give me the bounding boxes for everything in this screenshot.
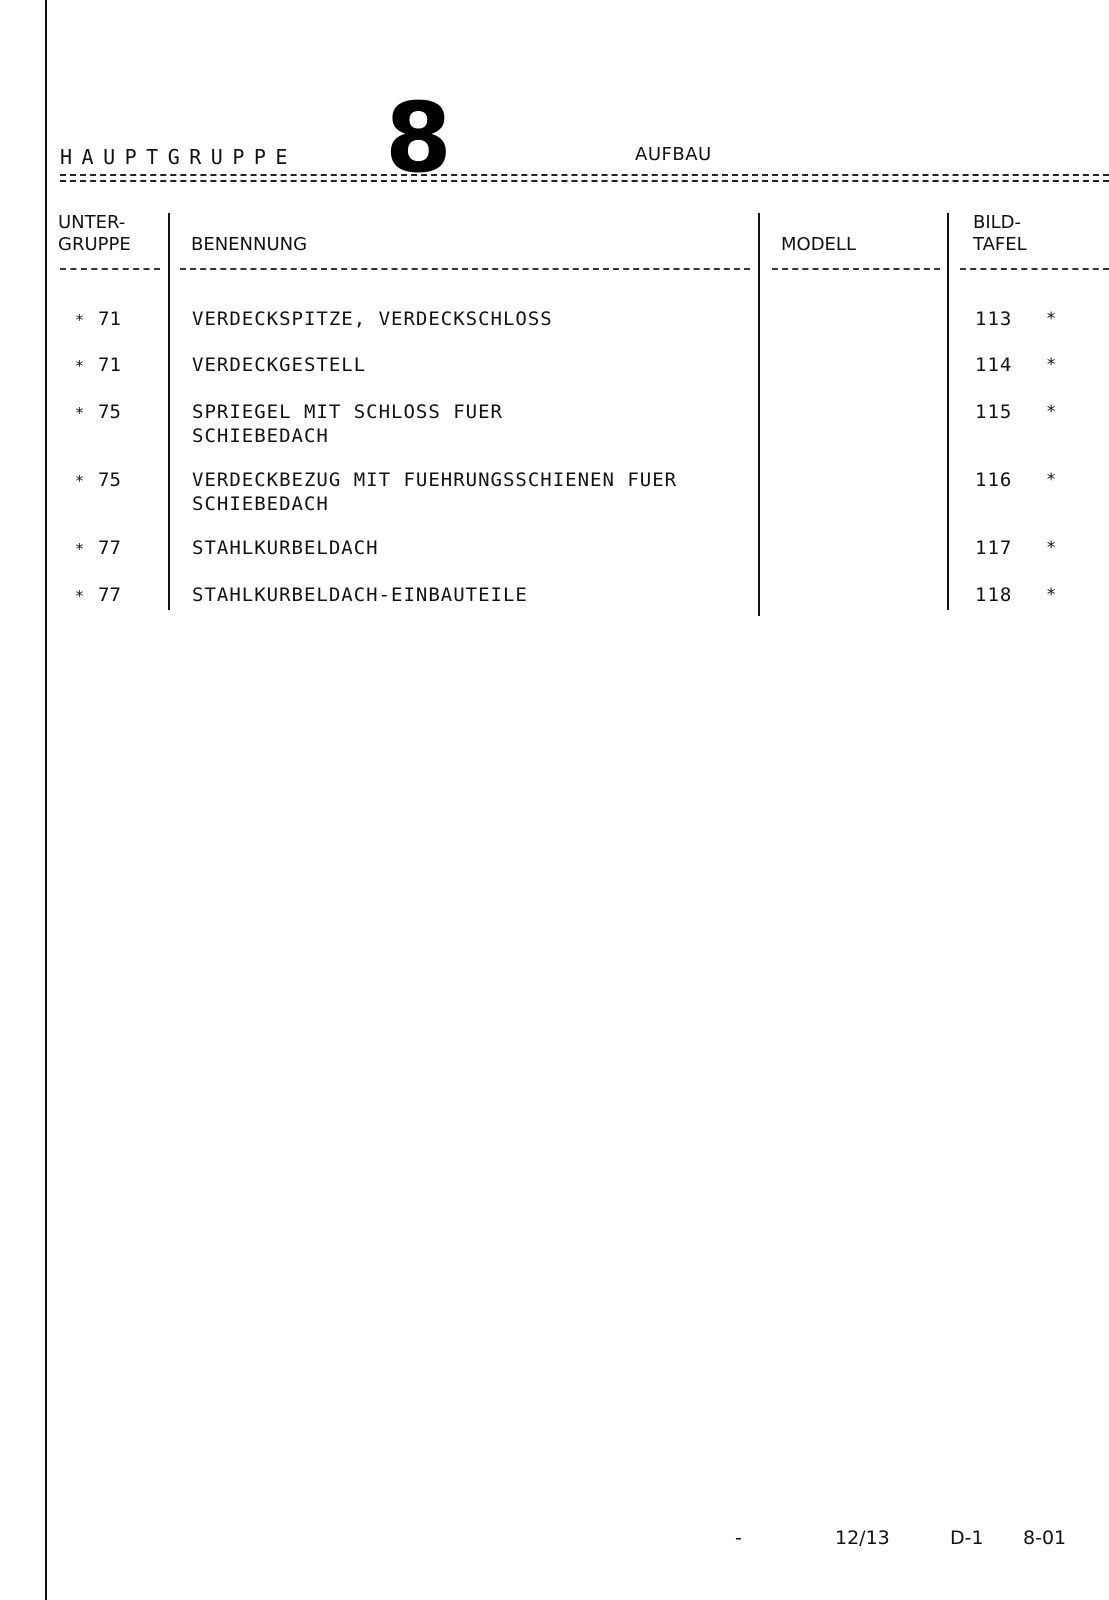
column-header-bildtafel: BILD- TAFEL [973,212,1027,255]
row-mark: * [75,404,85,422]
left-margin-rule [45,0,47,1600]
untergruppe-value: 71 [98,354,121,376]
bildtafel-flag: * [1046,585,1057,605]
footer-dash: - [735,1527,742,1549]
row-mark: * [75,587,85,605]
page-header [60,82,1109,194]
column-divider-3 [947,213,949,610]
bildtafel-cell: 118 [975,584,1013,606]
bildtafel-flag: * [1046,470,1057,490]
row-mark: * [75,357,85,375]
benennung-cell: VERDECKGESTELL [192,354,367,376]
column-divider-1 [168,213,170,610]
bildtafel-cell: 115 [975,401,1013,423]
bildtafel-cell: 117 [975,537,1013,559]
column-rule-untergruppe [60,268,160,270]
bildtafel-cell: 114 [975,354,1013,376]
column-header-untergruppe: UNTER- GRUPPE [58,212,131,255]
bildtafel-flag: * [1046,309,1057,329]
footer-date: 12/13 [835,1527,890,1549]
bildtafel-cell: 113 [975,308,1013,330]
row-mark: * [75,540,85,558]
untergruppe-value: 71 [98,308,121,330]
header-double-rule [60,174,1109,182]
footer-code: D-1 [950,1527,984,1549]
column-header-benennung: BENENNUNG [191,234,308,255]
bildtafel-cell: 116 [975,469,1013,491]
untergruppe-value: 77 [98,537,121,559]
untergruppe-cell [75,583,121,608]
untergruppe-value: 75 [98,469,121,491]
untergruppe-cell [75,536,121,561]
bildtafel-flag: * [1046,355,1057,375]
benennung-cell: SPRIEGEL MIT SCHLOSS FUER SCHIEBEDACH [192,401,503,447]
column-rule-modell [772,268,940,270]
section-title: AUFBAU [635,144,712,165]
benennung-cell: VERDECKSPITZE, VERDECKSCHLOSS [192,308,553,330]
column-header-modell: MODELL [781,234,856,255]
benennung-cell: STAHLKURBELDACH-EINBAUTEILE [192,584,528,606]
untergruppe-cell [75,468,121,493]
benennung-cell: VERDECKBEZUG MIT FUEHRUNGSSCHIENEN FUER SCHIEBEDACH [192,469,678,515]
footer-page-number: 8-01 [1023,1527,1067,1549]
group-number: 8 [385,82,452,194]
bildtafel-flag: * [1046,538,1057,558]
bildtafel-flag: * [1046,402,1057,422]
hauptgruppe-label: HAUPTGRUPPE [60,145,297,169]
untergruppe-cell [75,353,121,378]
column-rule-benennung [180,268,750,270]
untergruppe-value: 77 [98,584,121,606]
untergruppe-value: 75 [98,401,121,423]
row-mark: * [75,311,85,329]
column-rule-bildtafel [960,268,1109,270]
row-mark: * [75,472,85,490]
untergruppe-cell [75,400,121,425]
benennung-cell: STAHLKURBELDACH [192,537,379,559]
untergruppe-cell [75,307,121,332]
